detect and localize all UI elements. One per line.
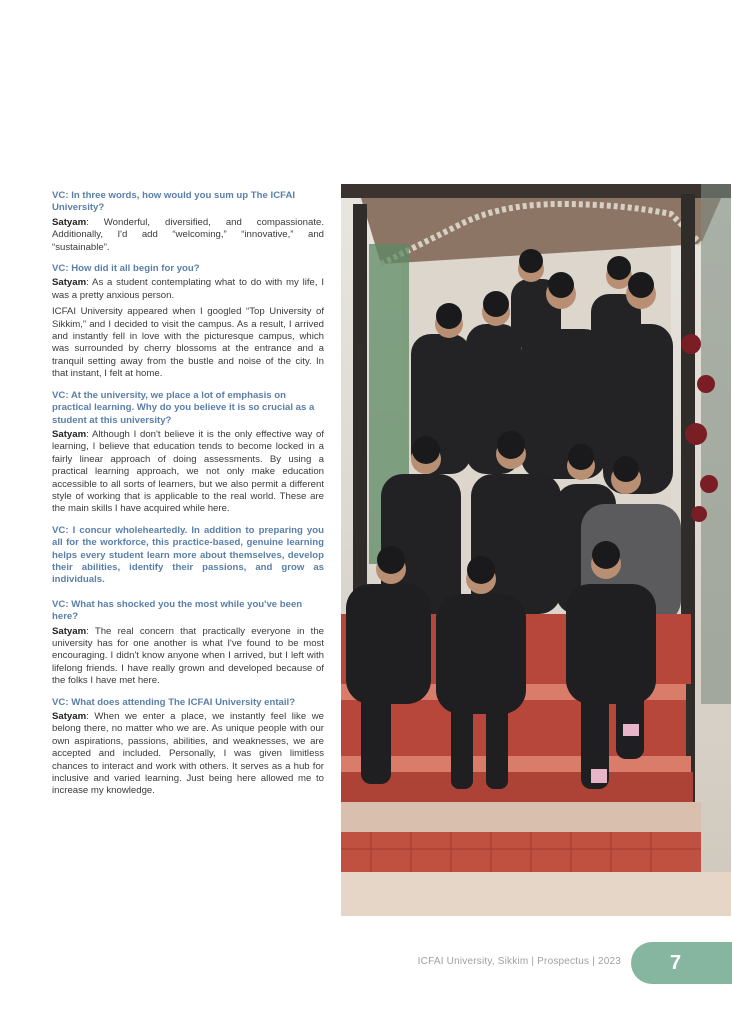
question-4: VC: What has shocked you the most while you've been here? xyxy=(52,598,303,623)
article-column xyxy=(52,190,324,807)
answer-text: : Although I don't believe it is the only effective way of learning, I believe that education tends to become locked in a fairly linear approach of doing assessments. By using a practical learning approach, we not only make education accessible to all sorts of learners, but we also permit a different style of working that is applicable to the real world. These are the main skills I have acquired while here. xyxy=(52,428,324,515)
question-1: VC: In three words, how would you sum up The ICFAI University? xyxy=(52,190,296,214)
question-3: VC: At the university, we place a lot of emphasis on practical learning. Why do you believe it is so crucial as a student at this university? xyxy=(52,389,315,426)
answer-text: : As a student contemplating what to do with my life, I was a pretty anxious person. xyxy=(52,277,324,301)
group-photo-illustration xyxy=(341,184,731,916)
speaker-name: Satyam xyxy=(52,625,87,637)
answer-1 xyxy=(52,217,324,254)
answer-3 xyxy=(52,429,324,516)
interviewer-remark: VC: I concur wholeheartedly. In addition to preparing you all for the workforce, this practice-based, genuine learning helps every student learn more about themselves, develop their abilities, identify their passions, and grow as individuals. xyxy=(52,524,324,586)
speaker-name: Satyam xyxy=(52,428,87,440)
footer-caption: ICFAI University, Sikkim | Prospectus | 2023 xyxy=(417,956,621,967)
answer-text: : The real concern that practically everyone in the university has for one another is what I've found to be most encouraging. I didn't know anyone when I arrived, but I left with lifelong friends. I have really grown and developed because of the folks I have met here. xyxy=(52,625,324,687)
group-photo xyxy=(341,184,731,916)
speaker-name: Satyam xyxy=(52,711,87,723)
speaker-name: Satyam xyxy=(52,216,87,228)
answer-2-continued: ICFAI University appeared when I googled “Top University of Sikkim,” and I decided to visit the campus. As a result, I arrived and instantly fell in love with the picturesque campus, which was surrounded by cherry blossoms at the entrance and a tranquil setting away from the bustle and noise of the city. In that instant, I felt at home. xyxy=(52,306,324,380)
answer-5 xyxy=(52,711,324,798)
question-2: VC: How did it all begin for you? xyxy=(52,263,200,275)
answer-2 xyxy=(52,277,324,302)
page-number-tab xyxy=(631,942,732,984)
speaker-name: Satyam xyxy=(52,277,87,289)
question-5: VC: What does attending The ICFAI University entail? xyxy=(52,696,296,708)
page-number: 7 xyxy=(669,951,682,974)
answer-4 xyxy=(52,626,324,688)
answer-text: : Wonderful, diversified, and compassionate. Additionally, I'd add “welcoming,” “innovative,” and “sustainable”. xyxy=(52,216,324,253)
answer-text: : When we enter a place, we instantly feel like we belong there, no matter who we are. As unique people with our own aspirations, passions, abilities, and weaknesses, we are accepted and included. Personally, I was given limitless chances to interact and work with others. It serves as a hub for inclusive and varied learning. Just being here allowed me to increase my knowledge. xyxy=(52,711,324,797)
